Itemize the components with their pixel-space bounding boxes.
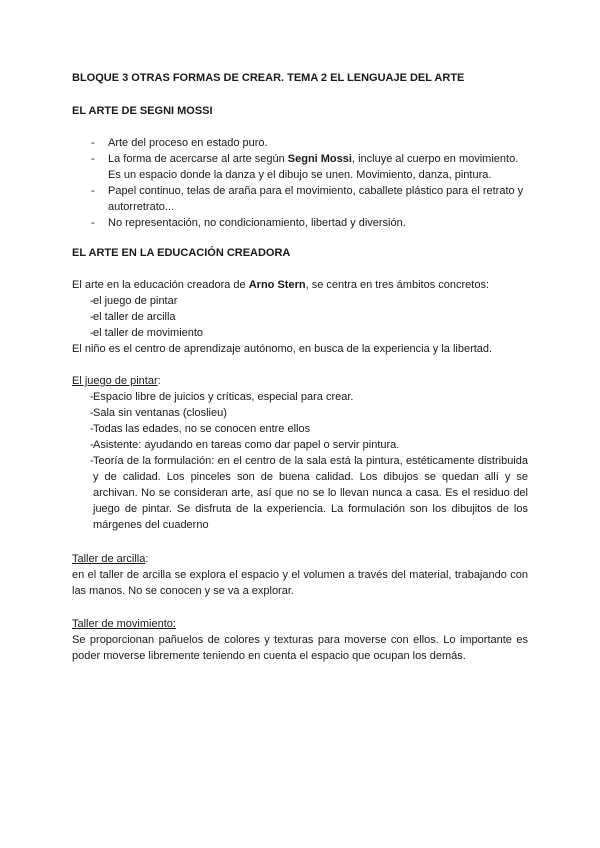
list-item-text: Sala sin ventanas (closlieu)	[93, 407, 227, 419]
list-item	[72, 453, 528, 533]
list-item	[72, 215, 528, 231]
heading-colon: :	[145, 553, 149, 565]
list-item	[72, 183, 528, 215]
underlined-heading: El juego de pintar	[72, 375, 158, 387]
juego-list	[72, 389, 528, 533]
list-item	[72, 389, 528, 405]
list-item-text: Todas las edades, no se conocen entre ellos	[93, 423, 311, 435]
list-item-text: el taller de arcilla	[93, 311, 176, 323]
list-item-text: , incluye al cuerpo en movimiento. Es un espacio donde la danza y el dibujo se unen. Movimiento, danza, pintura.	[108, 153, 519, 181]
intro-text: , se centra en tres ámbitos concretos:	[305, 279, 489, 291]
list-item-text: No representación, no condicionamiento, libertad y diversión.	[108, 217, 406, 229]
list-item-text: el juego de pintar	[93, 295, 178, 307]
list-item-text: Arte del proceso en estado puro.	[108, 137, 268, 149]
areas-list	[72, 293, 528, 341]
list-item	[72, 437, 528, 453]
arcilla-text: en el taller de arcilla se explora el espacio y el volumen a través del material, trabajando con las manos. No se conocen y se va a explorar.	[72, 569, 528, 597]
list-item	[72, 151, 528, 183]
list-item	[72, 421, 528, 437]
list-item	[72, 135, 528, 151]
bold-name: Arno Stern	[248, 279, 306, 291]
bold-name: Segni Mossi	[287, 153, 352, 165]
heading-colon: :	[157, 375, 161, 387]
list-item	[72, 293, 528, 309]
list-item	[72, 325, 528, 341]
document-title: BLOQUE 3 OTRAS FORMAS DE CREAR. TEMA 2 EL LENGUAJE DEL ARTE	[72, 72, 465, 84]
movimiento-heading	[72, 616, 528, 632]
list-item-text: el taller de movimiento	[93, 327, 204, 339]
list-item	[72, 309, 528, 325]
intro-text: El arte en la educación creadora de	[72, 279, 249, 291]
arcilla-heading	[72, 551, 528, 567]
underlined-heading: Taller de arcilla	[72, 553, 146, 565]
list-item-text: Asistente: ayudando en tareas como dar papel o servir pintura.	[93, 439, 400, 451]
movimiento-text: Se proporcionan pañuelos de colores y texturas para moverse con ellos. Lo importante es poder moverse libremente teniendo en cuenta el espacio que ocupan los demás.	[72, 634, 528, 662]
educacion-intro	[72, 277, 528, 293]
juego-heading	[72, 373, 528, 389]
list-item-text: Espacio libre de juicios y críticas, especial para crear.	[93, 391, 354, 403]
document-body	[72, 70, 528, 664]
list-item	[72, 405, 528, 421]
section-heading-segni-mossi: EL ARTE DE SEGNI MOSSI	[72, 105, 213, 117]
underlined-heading: Taller de movimiento:	[72, 618, 176, 630]
list-item-text: La forma de acercarse al arte según	[108, 153, 288, 165]
segni-mossi-list	[72, 135, 528, 231]
section-heading-educacion-creadora: EL ARTE EN LA EDUCACIÓN CREADORA	[72, 247, 291, 259]
center-note: El niño es el centro de aprendizaje autónomo, en busca de la experiencia y la libertad.	[72, 343, 493, 355]
list-item-text: Papel continuo, telas de araña para el movimiento, caballete plástico para el retrato y autorretrato...	[108, 185, 524, 213]
list-item-text: Teoría de la formulación: en el centro de la sala está la pintura, estéticamente distribuida y de calidad. Los pinceles son de buena calidad. Los dibujos se quedan allí y se archivan. No se consideran arte, así que no se lo llevan nunca a casa. Es el residuo del juego de pintar. Se disfruta de la experiencia. La formulación son los dibujitos de los márgenes del cuaderno	[93, 455, 528, 531]
